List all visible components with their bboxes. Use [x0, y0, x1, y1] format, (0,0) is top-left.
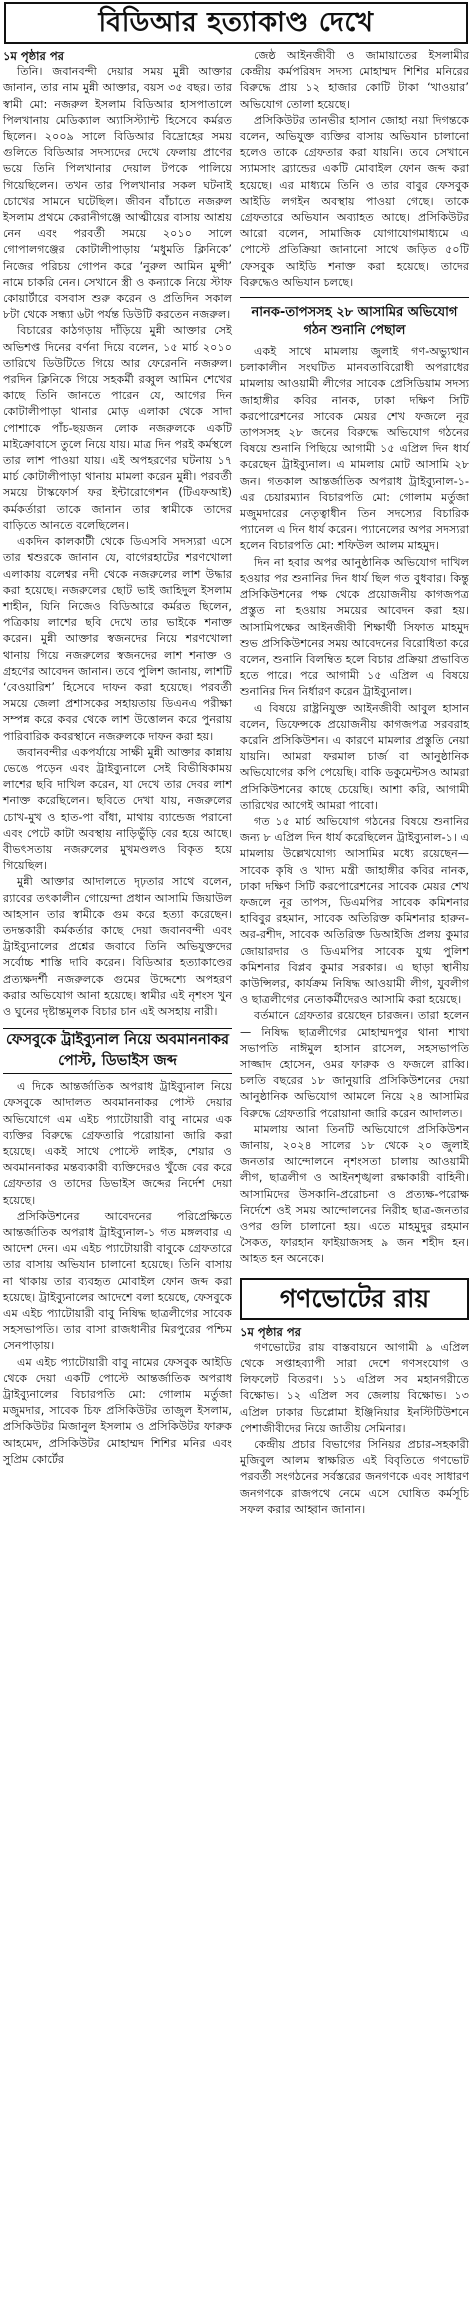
second-article-headline: গণভোটের রায় — [240, 1278, 469, 1320]
article-paragraph: মুন্নী আক্তার আদালতে দৃঢ়তার সাথে বলেন, র‌্যাবের তৎকালীন গোয়েন্দা প্রধান আসামি জিয়াউল আহসান তার স্বামীকে গুম করে হত্যা করেছেন। তদন্তকারী কর্মকর্তার কাছে দেয়া জবানবন্দী এবং ট্রাইব্যুনালের প্রশ্নের জবাবে তিনি অভিযুক্তদের সর্বোচ্চ শাস্তি দাবি করেন। বিডিআর হত্যাকাণ্ডের প্রত্যক্ষদর্শী নজরুলকে গুমের উদ্দেশ্যে অপহরণ করার অভিযোগ আনা হয়েছে। স্বামীর এই নৃশংস খুন ও ঘুনের দৃষ্টান্তমূলক বিচার চান এই অসহায় নারী। — [3, 875, 232, 1018]
article-paragraph: এ দিকে আন্তর্জাতিক অপরাধ ট্রাইব্যুনাল নিয়ে ফেসবুকে আদালত অবমাননাকর পোস্ট দেয়ার অভিযোগে এম এইচ প্যাটোয়ারী বাবু নামের এক ব্যক্তির বিরুদ্ধে গ্রেফতারি পরোয়ানা জারি করা হয়েছে। একই সাথে পোস্টে লাইক, শেয়ার ও অবমাননাকর মন্তব্যকারী ব্যক্তিদেরও খুঁজে বের করে গ্রেফতার ও তাদের ডিভাইস জব্দের নির্দেশ দেয়া হয়েছে। — [3, 1080, 232, 1207]
article-paragraph: কেন্দ্রীয় প্রচার বিভাগের সিনিয়র প্রচার-সহকারী মুজিবুল আলম স্বাক্ষরিত এই বিবৃতিতে গণভোট পরবর্তী সংগঠনের সর্বস্তরের জনগণকে এবং সাধারণ জনগণকে রাজপথে নেমে এসে ঘোষিত কর্মসূচি সফল করার আহ্বান জানান। — [240, 1438, 469, 1516]
article-paragraph: জেষ্ঠ আইনজীবী ও জামায়াতের ইসলামীর কেন্দ্রীয় কর্মপরিষদ সদস্য মোহাম্মদ শিশির মনিরের বিরুদ্ধে প্রায় ১২ হাজার কোটি টাকা ‘খাওয়ার’ অভিযোগ তোলা হয়েছে। — [240, 49, 469, 111]
continued-label: ১ম পৃষ্ঠার পর — [240, 1324, 301, 1339]
article-paragraph: মামলায় আনা তিনটি অভিযোগে প্রসিকিউশন জানায়, ২০২৪ সালের ১৮ থেকে ২০ জুলাই জনতার আন্দোলনে নৃশংসতা চালায় আওয়ামী লীগ, ছাত্রলীগ ও আইনশৃঙ্খলা রক্ষাকারী বাহিনী। আসামিদের উসকানি-প্ররোচনা ও প্রত্যক্ষ-পরোক্ষ নির্দেশে ওই সময় আন্দোলনের নিরীহ ছাত্র-জনতার ওপর গুলি চালানো হয়। এতে মাহমুদুর রহমান সৈকত, ফারহান ফাইয়াজসহ ৯ জন শহীদ হন। আহত হন অনেকে। — [240, 1122, 469, 1266]
article-paragraph: এম এইচ প্যাটোয়ারী বাবু নামের ফেসবুক আইডি থেকে দেয়া একটি পোস্টে আন্তর্জাতিক অপরাধ ট্রাইব্যুনালের বিচারপতি মো: গোলাম মর্তুজা মজুমদার, সাবেক চিফ প্রসিকিউটর তাজুল ইসলাম, প্রসিকিউটর মিজানুল ইসলাম ও প্রসিকিউটর ফারুক আহমেদ, প্রসিকিউটর মোহাম্মদ শিশির মনির এবং সুপ্রিম কোর্টের — [3, 1355, 232, 1466]
article-paragraph: এ বিষয়ে রাষ্ট্রনিযুক্ত আইনজীবী আবুল হাসান বলেন, ডিফেন্সকে প্রয়োজনীয় কাগজপত্র সরবরাহ করেনি প্রসিকিউশন। এ কারণে মামলার প্রস্তুতি নেয়া যায়নি। আমরা ফরমাল চার্জ বা আনুষ্ঠানিক অভিযোগের কপি পেয়েছি। বাকি ডকুমেন্টসও আমরা প্রসিকিউশনের কাছে চেয়েছি। আশা করি, আগামী তারিখের আগেই আমরা পাবো। — [240, 701, 469, 812]
article-columns — [0, 48, 472, 1518]
article-paragraph: জবানবন্দীর একপর্যায়ে সাক্ষী মুন্নী আক্তার কান্নায় ভেঙে পড়েন এবং ট্রাইব্যুনালে সেই বিভীষিকাময় লাশের ছবি দাখিল করেন, যা দেখে তার দেবর লাশ শনাক্ত করেছিলেন। ছবিতে দেখা যায়, নজরুলের চোখ-মুখ ও হাত-পা বাঁধা, মাথায় ব্যান্ডেজ পরানো এবং পেটে কাটা অবস্থায় নাড়িভুঁড়ি বের হয়ে আছে। বীভৎসতায় নজরুলের মুখমণ্ডলও বিকৃত হয়ে গিয়েছিল। — [3, 745, 232, 873]
article-paragraph: বিচারের কাঠগড়ায় দাঁড়িয়ে মুন্নী আক্তার সেই অভিশপ্ত দিনের বর্ণনা দিয়ে বলেন, ১৫ মার্চ ২০১০ তারিখে ডিউটিতে গিয়ে আর ফেরেননি নজরুল। পরদিন ক্লিনিকে গিয়ে সহকর্মী রব্বুল আমিন শেখের কাছে তিনি জানতে পারেন যে, আগের দিন কোটালীপাড়া থানার মোড় এলাকা থেকে সাদা পোশাকে পাঁচ-ছয়জন লোক নজরুলকে একটি মাইক্রোবাসে তুলে নিয়ে যায়। মাত্র দিন পরই কর্মস্থলে তার লাশ পাওয়া যায়। এই অপহরণের ঘটনায় ১৭ মার্চ কোটালীপাড়া থানায় মামলা করেন মুন্নী। পরবর্তী সময়ে টাস্কফোর্স ফর ইন্টারোগেশন (টিএফআই) কর্মকর্তারা তাকে জানান তার স্বামীকে তাদের বাড়িতে আনতে বলেছিলেন। — [3, 324, 232, 532]
article-paragraph: গণভোটের রায় বাস্তবায়নে আগামী ৯ এপ্রিল থেকে সপ্তাহব্যাপী সারা দেশে গণসংযোগ ও লিফলেট বিতরণ। ১১ এপ্রিল সব মহানগরীতে বিক্ষোভ। ১২ এপ্রিল সব জেলায় বিক্ষোভ। ১৩ এপ্রিল ঢাকার ডিপ্লোমা ইঞ্জিনিয়ার ইনস্টিটিউশনে পেশাজীবীদের নিয়ে জাতীয় সেমিনার। — [240, 1340, 469, 1435]
continued-label: ১ম পৃষ্ঠার পর — [3, 49, 64, 63]
article-paragraph: গত ১৫ মার্চ অভিযোগ গঠনের বিষয়ে শুনানির জন্য ৮ এপ্রিল দিন ধার্য করেছিলেন ট্রাইব্যুনাল-১। এ মামলায় উল্লেখযোগ্য আসামির মধ্যে রয়েছেন— সাবেক কৃষি ও খাদ্য মন্ত্রী জাহাঙ্গীর কবির নানক, ঢাকা দক্ষিণ সিটি করপোরেশনের সাবেক মেয়র শেখ ফজলে নূর তাপস, ডিএমপির সাবেক কমিশনার হাবিবুর রহমান, সাবেক অতিরিক্ত কমিশনার হারুন-অর-রশীদ, সাবেক অতিরিক্ত ডিআইজি প্রলয় কুমার জোয়ারদার ও ডিএমপির সাবেক যুগ্ম পুলিশ কমিশনার বিপ্লব কুমার সরকার। এ ছাড়া স্থানীয় কাউন্সিলর, কার্যক্রম নিষিদ্ধ আওয়ামী লীগ, যুবলীগ ও ছাত্রলীগের নেতাকর্মীদেরও আসামি করা হয়েছে। — [240, 814, 469, 1007]
section-divider — [240, 297, 469, 298]
article-paragraph: প্রসিকিউশনের আবেদনের পরিপ্রেক্ষিতে আন্তর্জাতিক অপরাধ ট্রাইব্যুনাল-১ গত মঙ্গলবার এ আদেশ দেন। এম এইচ প্যাটোয়ারী বাবুকে গ্রেফতারে তার বাসায় অভিযান চালানো হয়েছে। তিনি বাসায় না থাকায় তার ব্যবহৃত মোবাইল ফোন জব্দ করা হয়েছে। ট্রাইব্যুনালের আদেশে বলা হয়েছে, ফেসবুকে এম এইচ প্যাটোয়ারী বাবু নিষিদ্ধ ছাত্রলীগের সাবেক সহসভাপতি। তার বাসা রাজধানীর মিরপুরের পশ্চিম সেনপাড়ায়। — [3, 1209, 232, 1353]
article-paragraph: বর্তমানে গ্রেফতার রয়েছেন চারজন। তারা হলেন— নিষিদ্ধ ছাত্রলীগের মোহাম্মদপুর থানা শাখা সভাপতি নাঈমুল হাসান রাসেল, সহসভাপতি সাজ্জাদ হোসেন, ওমর ফারুক ও ফজলে রাব্বি। চলতি বছরের ১৮ জানুয়ারি প্রসিকিউশনের দেয়া আনুষ্ঠানিক অভিযোগ আমলে নিয়ে ২৪ আসামির বিরুদ্ধে গ্রেফতারি পরোয়ানা জারি করেন আদালত। — [240, 1009, 469, 1120]
article-paragraph: একদিন কালকাটী থেকে ডিএসবি সদস্যরা এসে তার শ্বশুরকে জানান যে, বাগেরহাটের শরণখোলা এলাকায় বলেশ্বর নদী থেকে নজরুলের লাশ উদ্ধার করা হয়েছে। নজরুলের ছোট ভাই জাহিদুল ইসলাম শাহীন, যিনি নিজেও বিডিআরে কর্মরত ছিলেন, পত্রিকায় লাশের ছবি দেখে তার ভাইকে শনাক্ত করেন। মুন্নী আক্তার স্বজনদের নিয়ে শরণখোলা থানায় গিয়ে নজরুলের স্বজনদের লাশ শনাক্ত ও গ্রহণের আবেদন জানান। তবে পুলিশ জানায়, লাশটি ‘বেওয়ারিশ’ হিসেবে দাফন করা হয়েছে। পরবর্তী সময়ে জেলা প্রশাসকের সহায়তায় ডিএনএ পরীক্ষা সম্পন্ন করে কবর থেকে লাশ উত্তোলন করে পুনরায় পারিবারিক কবরস্থানে নজরুলকে দাফন করা হয়। — [3, 535, 232, 743]
left-column — [3, 48, 232, 1518]
article-paragraph: একই সাথে মামলায় জুলাই গণ-অভ্যুত্থান চলাকালীন সংঘটিত মানবতাবিরোধী অপরাধের মামলায় আওয়ামী লীগের সাবেক প্রেসিডিয়াম সদস্য জাহাঙ্গীর কবির নানক, ঢাকা দক্ষিণ সিটি করপোরেশনের সাবেক মেয়র শেখ ফজলে নূর তাপসসহ ২৮ জনের বিরুদ্ধে অভিযোগ গঠনের বিষয়ে শুনানি পিছিয়ে আগামী ১৫ এপ্রিল দিন ধার্য করেছেন ট্রাইব্যুনাল। এ মামলায় মোট আসামি ২৮ জন। গতকাল আন্তর্জাতিক অপরাধ ট্রাইব্যুনাল-১-এর চেয়ারম্যান বিচারপতি মো: গোলাম মর্তুজা মজুমদারের নেতৃত্বাধীন তিন সদস্যের বিচারিক প্যানেল এ দিন ধার্য করেন। প্যানেলের অপর সদস্যরা হলেন বিচারপতি মো: শফিউল আলম মাহমুদ। — [240, 345, 469, 553]
newspaper-clipping — [0, 2, 472, 2309]
article-paragraph: প্রসিকিউটর তানভীর হাসান জোহা নয়া দিগন্তকে বলেন, অভিযুক্ত ব্যক্তির বাসায় অভিযান চালানো হলেও তাকে গ্রেফতার করা যায়নি। তবে সেখানে স্যামসাং ব্র্যান্ডের একটি মোবাইল ফোন জব্দ করা হয়েছে। এর মাধ্যমে তিনি ও তার বাবুর ফেসবুক আইডি লগইন অবস্থায় পাওয়া গেছে। তাকে গ্রেফতারে অভিযান অব্যাহত আছে। প্রসিকিউটর আরো বলেন, সামাজিক যোগাযোগমাধ্যমে এ পোস্টে প্রতিক্রিয়া জানানো সাথে জড়িত ৫০টি ফেসবুক আইডি শনাক্ত করা হয়েছে। তাদের বিরুদ্ধেও অভিযান চলছে। — [240, 113, 469, 289]
section-subheading: নানক-তাপসসহ ২৮ আসামির অভিযোগ গঠন শুনানি পেছাল — [251, 305, 458, 339]
page-headline: বিডিআর হত্যাকাণ্ড দেখে — [4, 2, 468, 44]
section-subheading: ফেসবুকে ট্রাইব্যুনাল নিয়ে অবমাননাকর পোস্ট, ডিভাইস জব্দ — [3, 1028, 232, 1074]
right-column — [240, 48, 469, 1518]
article-paragraph: দিন না হবার অপর আনুষ্ঠানিক অভিযোগ দাখিল হওয়ার পর শুনানির দিন ধার্য ছিল গত বুধবার। কিন্তু প্রসিকিউশনের পক্ষ থেকে প্রয়োজনীয় কাগজপত্র প্রস্তুত না হওয়ায় সময়ের আবেদন করা হয়। আসামিপক্ষের আইনজীবী শিক্ষার্থী সিফাত মাহমুদ শুভ প্রসিকিউশনের সময় আবেদনের বিরোধিতা করে বলেন, শুনানি বিলম্বিত হলে বিচার প্রক্রিয়া প্রভাবিত হতে পারে। পরে আগামী ১৫ এপ্রিল এ বিষয়ে শুনানির দিন নির্ধারণ করেন ট্রাইব্যুনাল। — [240, 555, 469, 699]
article-paragraph: তিনি। জবানবন্দী দেয়ার সময় মুন্নী আক্তার জানান, তার নাম মুন্নী আক্তার, বয়স ৩৫ বছর। তার স্বামী মো: নজরুল ইসলাম বিডিআর হাসপাতালে পিলখানায় মেডিক্যাল অ্যাসিস্ট্যান্ট হিসেবে কর্মরত ছিলেন। ২০০৯ সালে বিডিআর বিদ্রোহের সময় গুলিতে বিডিআর সদস্যদের দেখে ফেলায় প্রাণের ভয়ে তিনি পিলখানার দেয়াল টপকে পালিয়ে গিয়েছিলেন। তখন তার পিলখানার সকল ঘটনাই চোখের সামনে ঘটেছিল। জীবন বাঁচাতে নজরুল ইসলাম প্রথমে কেরানীগঞ্জে আত্মীয়ের বাসায় আশ্রয় নেন এবং পরবর্তী সময়ে ২০১০ সালে গোপালগঞ্জের কোটালীপাড়ায় ‘মধুমতি ক্লিনিকে’ নিজের পরিচয় গোপন করে ‘নুরুল আমিন মুন্সী’ নামে চাকরি নেন। সেখানে স্ত্রী ও কন্যাকে নিয়ে স্টাফ কোয়ার্টারে বসবাস শুরু করেন ও প্রতিদিন সকাল ৮টা থেকে সন্ধ্যা ৬টা পর্যন্ত ডিউটি করতেন নজরুল। — [3, 65, 232, 322]
